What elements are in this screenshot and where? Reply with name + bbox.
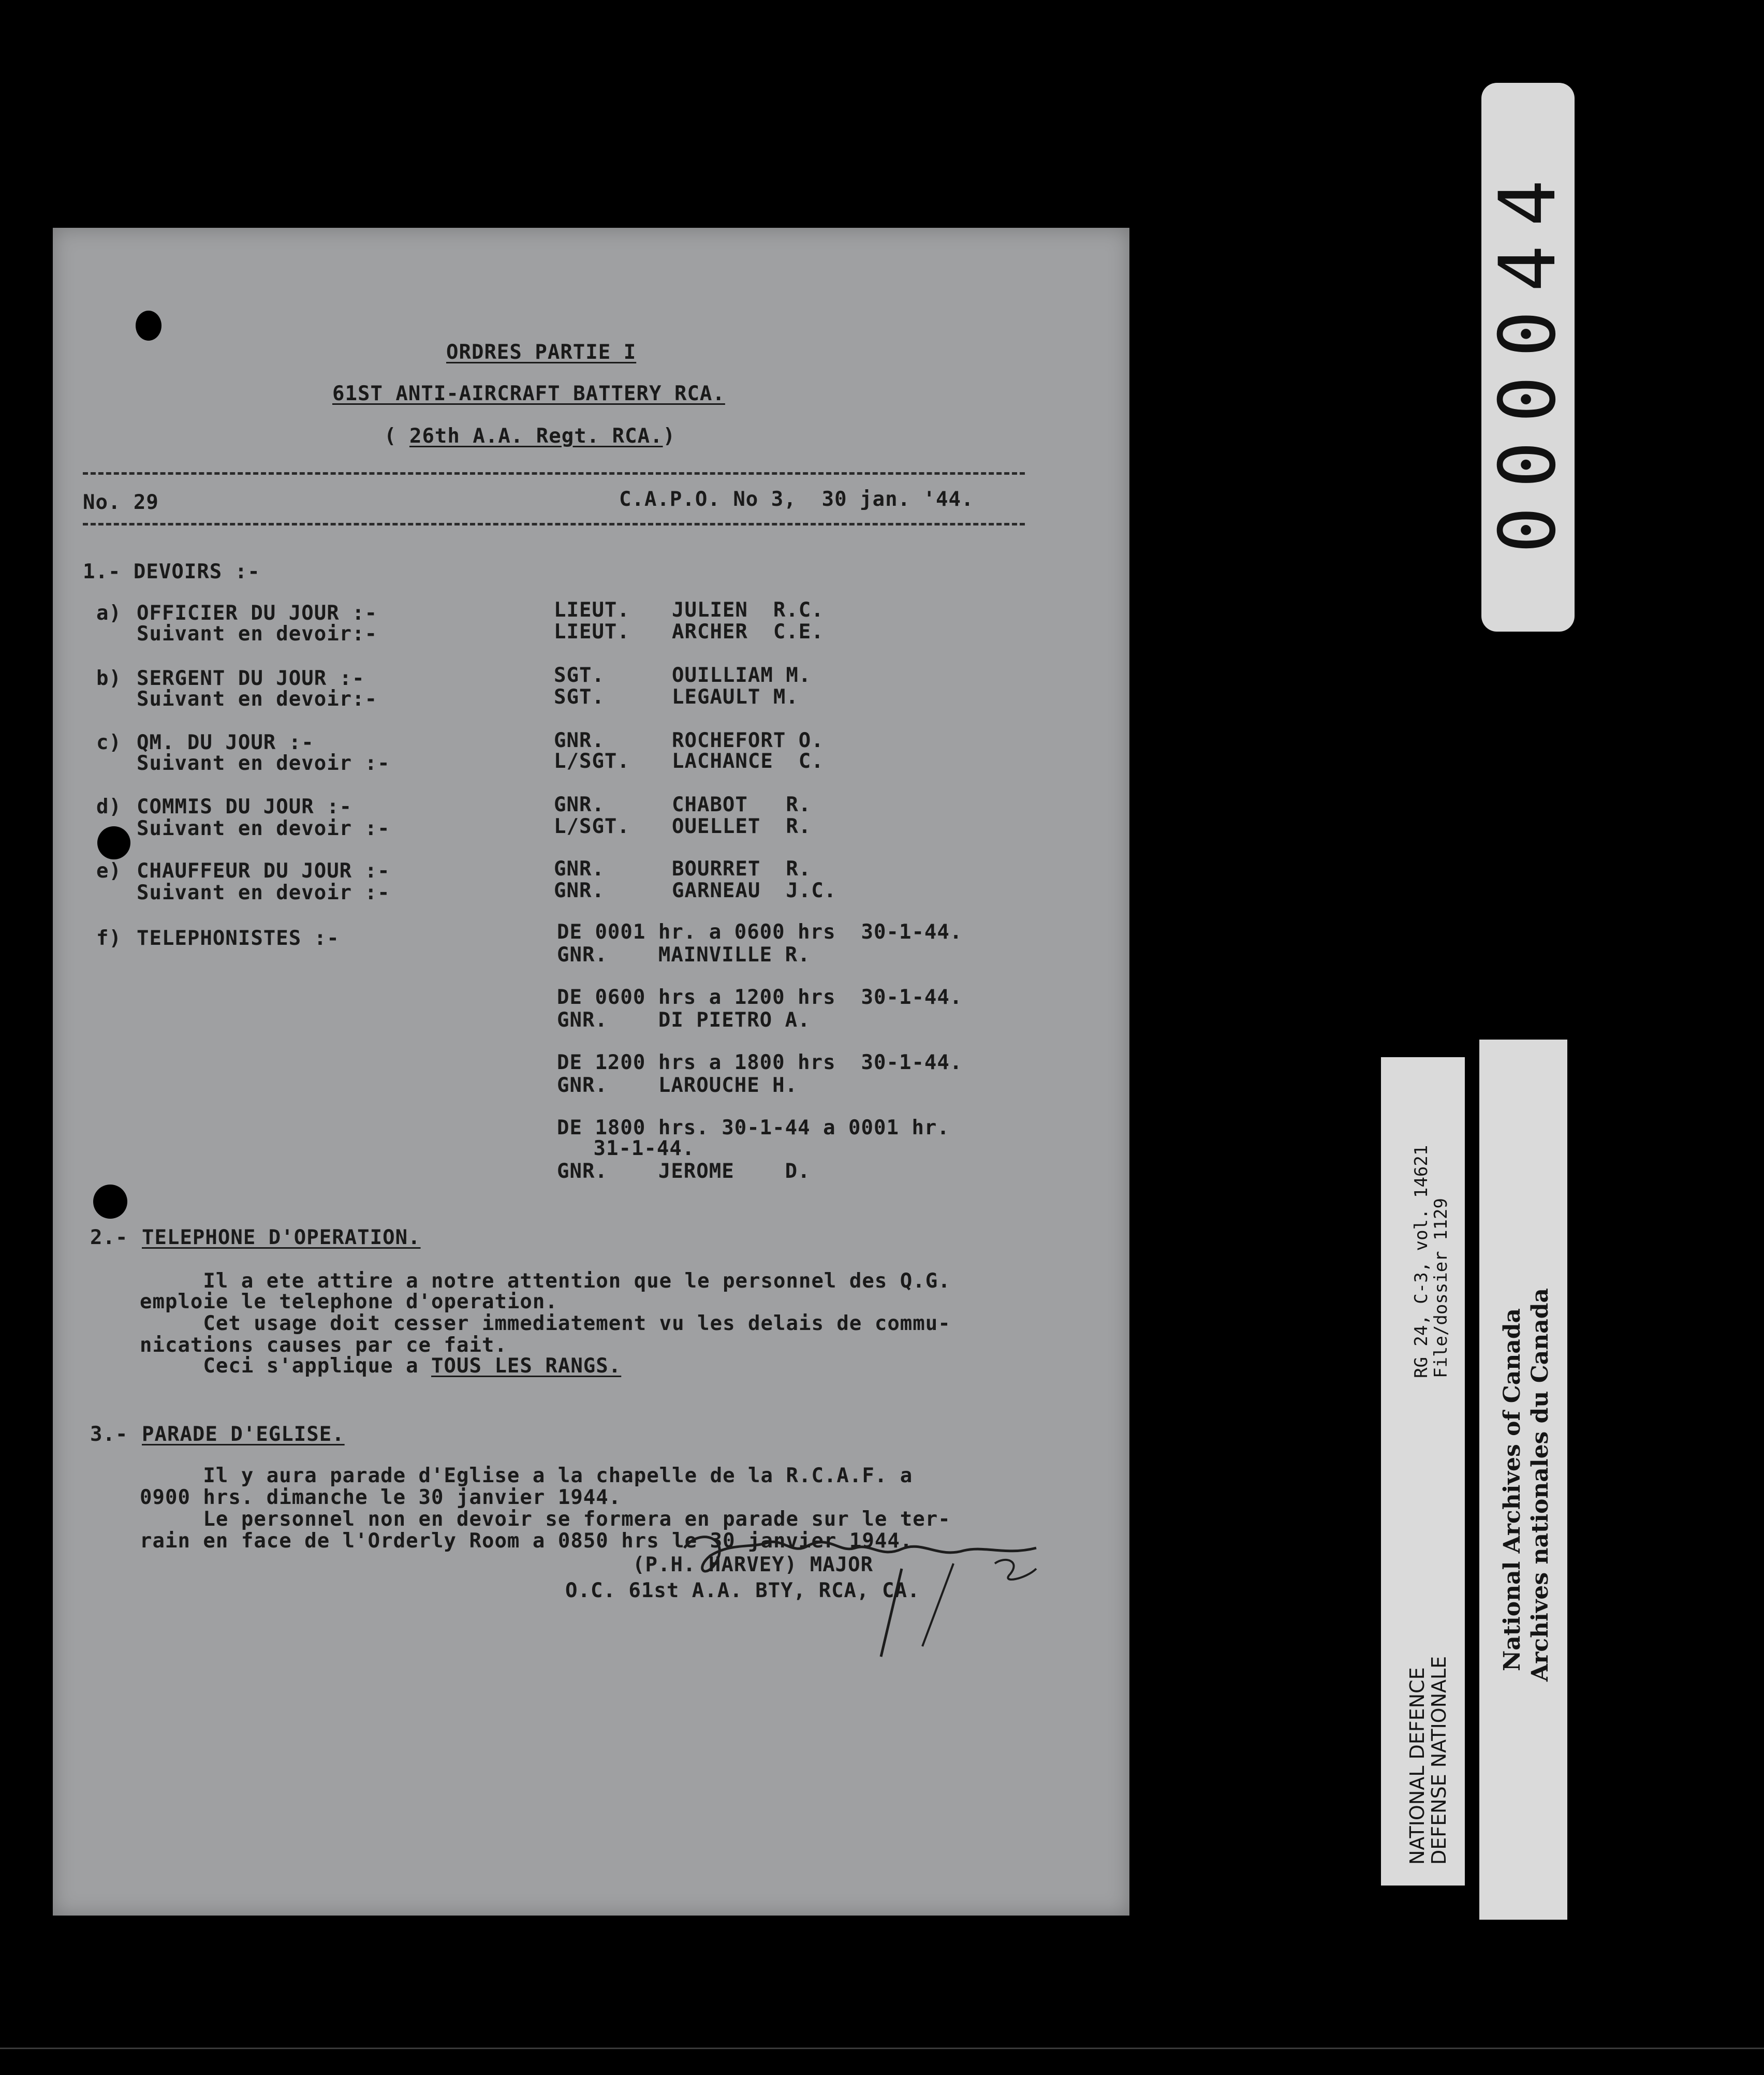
shift-person: GNR. LAROUCHE H. (557, 1074, 798, 1097)
section2-number: 2.- (90, 1226, 128, 1249)
duty-name: LACHANCE C. (672, 750, 824, 773)
duty-letter: b) (96, 667, 122, 690)
duty-name: OUILLIAM M. (672, 664, 812, 687)
duty-letter: e) (96, 859, 122, 883)
section2-heading: TELEPHONE D'OPERATION. (142, 1226, 421, 1249)
punch-hole-middle (97, 826, 130, 859)
shift-person: GNR. DI PIETRO A. (557, 1009, 811, 1032)
section2-line: Cet usage doit cesser immediatement vu les delais de commu- (140, 1312, 951, 1335)
duty-role: QM. DU JOUR :- (137, 731, 314, 754)
duty-role: SERGENT DU JOUR :- (137, 667, 365, 690)
duty-rank: L/SGT. (554, 750, 630, 773)
section2-emphasis: TOUS LES RANGS. (431, 1354, 622, 1378)
section3-line: rain en face de l'Orderly Room a 0850 hrs le 30 janvier 1944. (140, 1529, 913, 1553)
divider-top (83, 472, 1025, 475)
regiment-open-paren: ( (384, 425, 409, 448)
duty-role: CHAUFFEUR DU JOUR :- (137, 859, 390, 883)
duty-rank: GNR. (554, 793, 605, 816)
frame-number-tag (1481, 83, 1575, 632)
section3-heading: PARADE D'EGLISE. (142, 1423, 345, 1446)
regiment-name: 26th A.A. Regt. RCA. (409, 425, 663, 448)
signature-title: O.C. 61st A.A. BTY, RCA, CA. (565, 1579, 920, 1602)
reference-line: NATIONAL DEFENCE (1406, 1667, 1429, 1865)
duty-role: OFFICIER DU JOUR :- (137, 602, 378, 625)
order-number: No. 29 (83, 491, 159, 514)
section2-line: nications causes par ce fait. (140, 1334, 507, 1357)
shift-person: GNR. MAINVILLE R. (557, 943, 811, 967)
duty-rank: SGT. (554, 664, 605, 687)
duty-role: Suivant en devoir:- (137, 688, 378, 711)
duty-name: OUELLET R. (672, 815, 812, 838)
section2-line: Ceci s'applique a (140, 1354, 432, 1378)
archives-name-fr: Archives nationales du Canada (1527, 1288, 1553, 1682)
duty-letter: a) (96, 602, 122, 625)
duty-rank: GNR. (554, 857, 605, 881)
punch-hole-top (136, 311, 161, 341)
document-page (53, 228, 1129, 1916)
duty-name: LEGAULT M. (672, 685, 799, 709)
duty-name: GARNEAU J.C. (672, 879, 837, 902)
duty-name: JULIEN R.C. (672, 598, 824, 622)
reference-line: DEFENSE NATIONALE (1428, 1656, 1450, 1865)
reference-line: RG 24, C-3, vol. 14621 (1411, 1145, 1432, 1378)
duty-rank: LIEUT. (554, 620, 630, 644)
shift-time: DE 1200 hrs a 1800 hrs 30-1-44. (557, 1051, 963, 1074)
archive-reference-label (1381, 1057, 1465, 1886)
shift-time: DE 0001 hr. a 0600 hrs 30-1-44. (557, 920, 963, 944)
regiment-close-paren: ) (663, 425, 676, 448)
unit-name: 61ST ANTI-AIRCRAFT BATTERY RCA. (332, 382, 725, 405)
signature-name: (P.H. HARVEY) MAJOR (633, 1553, 874, 1576)
duty-rank: L/SGT. (554, 815, 630, 838)
duty-rank: SGT. (554, 685, 605, 709)
section2-line: emploie le telephone d'operation. (140, 1290, 558, 1313)
duty-letter: c) (96, 731, 122, 754)
section3-number: 3.- (90, 1423, 128, 1446)
duty-name: BOURRET R. (672, 857, 812, 881)
duty-rank: GNR. (554, 729, 605, 752)
duty-role: Suivant en devoir :- (137, 881, 390, 904)
reference-line: File/dossier 1129 (1431, 1198, 1451, 1378)
shift-person: GNR. JEROME D. (557, 1160, 811, 1183)
place-date: C.A.P.O. No 3, 30 jan. '44. (619, 488, 974, 511)
regiment-line (384, 425, 675, 448)
section3-line: Il y aura parade d'Eglise a la chapelle de la R.C.A.F. a (140, 1464, 913, 1487)
section3-line: Le personnel non en devoir se formera en parade sur le ter- (140, 1508, 951, 1531)
shift-time: DE 0600 hrs a 1200 hrs 30-1-44. (557, 986, 963, 1009)
duty-name: ARCHER C.E. (672, 620, 824, 644)
duty-rank: LIEUT. (554, 598, 630, 622)
divider-bottom (83, 523, 1025, 525)
duty-letter: d) (96, 795, 122, 819)
duty-role: Suivant en devoir :- (137, 752, 390, 775)
telephonistes-letter: f) (96, 927, 122, 950)
frame-number: 000044 (1483, 161, 1573, 553)
shift-time-continued: 31-1-44. (581, 1137, 695, 1160)
duty-role: Suivant en devoir :- (137, 817, 390, 840)
telephonistes-label: TELEPHONISTES :- (137, 927, 340, 950)
document-title: ORDRES PARTIE I (446, 341, 637, 364)
section2-line-last (140, 1354, 621, 1378)
archives-label (1479, 1040, 1567, 1920)
section2-line: Il a ete attire a notre attention que le personnel des Q.G. (140, 1269, 951, 1293)
duty-role: COMMIS DU JOUR :- (137, 795, 352, 819)
film-edge-line (0, 2048, 1764, 2049)
duty-role: Suivant en devoir:- (137, 622, 378, 646)
duty-name: ROCHEFORT O. (672, 729, 824, 752)
archives-name-en: National Archives of Canada (1499, 1308, 1525, 1671)
duty-name: CHABOT R. (672, 793, 812, 816)
duty-rank: GNR. (554, 879, 605, 902)
shift-time: DE 1800 hrs. 30-1-44 a 0001 hr. (557, 1116, 950, 1139)
section1-heading: 1.- DEVOIRS :- (83, 560, 260, 583)
section3-line: 0900 hrs. dimanche le 30 janvier 1944. (140, 1486, 622, 1509)
punch-hole-bottom (93, 1185, 127, 1219)
